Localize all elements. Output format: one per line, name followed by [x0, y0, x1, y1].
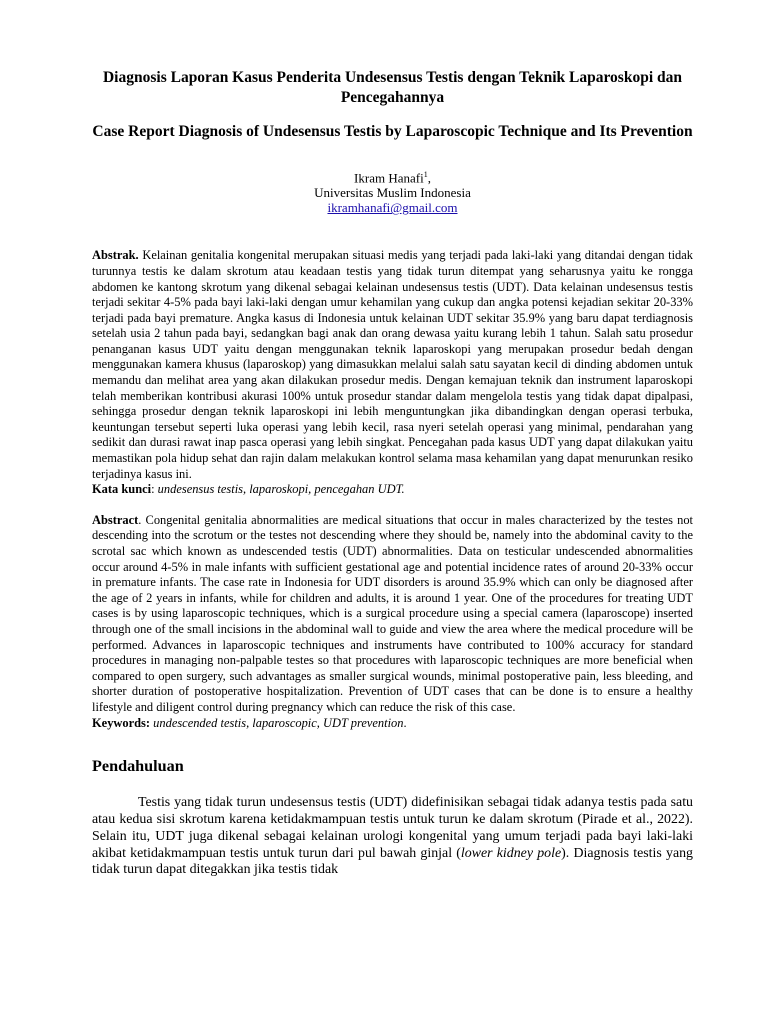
keywords-value: undescended testis, laparoscopic, UDT prevention — [153, 715, 404, 730]
author-affiliation: Universitas Muslim Indonesia — [314, 185, 471, 201]
keywords-end: . — [403, 715, 407, 730]
kata-kunci-separator: : — [151, 482, 158, 497]
title-english: Case Report Diagnosis of Undesensus Testis by Laparoscopic Technique and Its Prevention — [92, 123, 693, 140]
intro-text-end: ). Diagnosis testis yang tidak turun dapat ditegakkan jika testis tidak — [92, 845, 693, 878]
intro-emphasis: lower kidney pole — [460, 845, 562, 861]
keywords-label: Keywords: — [92, 715, 151, 730]
author-block — [92, 167, 693, 215]
title-indonesian: Diagnosis Laporan Kasus Penderita Undesensus Testis dengan Teknik Laparoskopi dan Pencegahannya — [102, 69, 682, 106]
abstrak-paragraph — [92, 248, 693, 482]
keywords-line — [92, 716, 693, 732]
paper-page — [92, 68, 693, 893]
abstrak-text: Kelainan genitalia kongenital merupakan situasi medis yang terjadi pada laki-laki yang ditandai dengan tidak turunnya testis ke dalam skrotum atau keadaan testis yang tidak turun ditempat yang seharusnya yaitu ke rongga abdomen ke kantong skrotum yang dikenal sebagai kelainan undesensus testis (UDT). Data kelainan undesensus testis terjadi sekitar 4-5% pada bayi laki-laki dengan umur kehamilan yang cukup dan angka potensi kejadian sekitar 20-33% terjadi pada bayi premature. Angka kasus di Indonesia untuk kelainan UDT sekitar 35.9% yang baru dapat terdiagnosis setelah usia 2 tahun pada bayi, sedangkan bagi anak dan orang dewasa yaitu kurang lebih 1 tahun. Salah satu prosedur penanganan kasus UDT yaitu dengan menggunakan teknik laparoskopi yang merupakan prosedur bedah dengan menggunakan kamera khusus (laparoskop) yang dimasukkan melalui salah satu sayatan kecil di dinding abdomen untuk memandu dan melihat area yang akan dilakukan prosedur medis. Dengan kemajuan teknik dan instrument laparoskopi telah memberikan kontribusi akurasi 100% untuk prosedur standar dalam mengelola testis yang tidak dapat dipalpasi, sehingga prosedur dengan teknik laparoskopi ini lebih menguntungkan jika dibandingkan dengan operasi terbuka, keuntungan tersebut seperti luka operasi yang lebih kecil, rasa nyeri setelah operasi yang minimal, pendarahan yang sedikit dan durasi rawat inap pasca operasi yang lebih singkat. Pencegahan pada kasus UDT yang dapat dilakukan yaitu memastikan pola hidup sehat dan rajin dalam melakukan kontrol selama masa kehamilan yang dapat menurunkan resiko terjadinya kasus ini. — [92, 248, 693, 481]
section-heading-pendahuluan: Pendahuluan — [92, 757, 184, 776]
abstract-label: Abstract — [92, 512, 139, 527]
intro-text: Testis yang tidak turun undesensus testis (UDT) didefinisikan sebagai tidak adanya testis pada satu atau kedua sisi skrotum karena ketidakmampuan testis untuk turun ke dalam skrotum (Pirade et al., 2022). Selain itu, UDT juga dikenal sebagai kelainan urologi kongenital yang umum terjadi pada bayi laki-laki akibat ketidakmampuan testis untuk turun dari pul bawah ginjal ( — [92, 795, 693, 861]
kata-kunci-line — [92, 482, 693, 498]
author-superscript: 1 — [423, 170, 428, 179]
author-name: Ikram Hanafi — [354, 170, 424, 186]
kata-kunci-label: Kata kunci — [92, 482, 152, 497]
author-name-line — [92, 167, 693, 185]
abstract-text: . Congenital genitalia abnormalities are medical situations that occur in males characterized by the testes not descending into the scrotum or the testes not descending where they should be, namely into the abdominal cavity to the scrotal sac which known as undescended testis (UDT) abnormalities. Data on testicular undescended abnormalities occur around 4-5% in male infants with sufficient gestational age and potential incidence rates of around 20-33% occur in premature infants. The case rate in Indonesia for UDT disorders is around 35.9% which can only be diagnosed after the age of 2 years in infants, while for children and adults, it is around 1 year. One of the procedures for treating UDT cases is by using laparoscopic techniques, which is a surgical procedure using a special camera (laparoscope) inserted through one of the small incisions in the abdominal wall to guide and view the area where the medical procedure will be performed. Advances in laparoscopic techniques and instruments have contributed to 100% accuracy for standard procedures in managing non-palpable testes so that procedures with laparoscopic techniques are more beneficial when compared to open surgery, such advantages as smaller surgical wounds, minimal postoperative pain, less bleeding, and shorter duration of postoperative hospitalization. Prevention of UDT cases that can be done is to ensure a healthy lifestyle and diligent control during pregnancy which can reduce the risk of this case. — [92, 512, 693, 714]
author-name-suffix: , — [427, 170, 431, 186]
abstrak-label: Abstrak. — [92, 248, 139, 263]
intro-paragraph — [92, 795, 693, 879]
abstract-paragraph — [92, 513, 693, 716]
kata-kunci-value: undesensus testis, laparoskopi, pencegahan UDT. — [157, 482, 405, 497]
author-email-link[interactable]: ikramhanafi@gmail.com — [327, 200, 458, 216]
